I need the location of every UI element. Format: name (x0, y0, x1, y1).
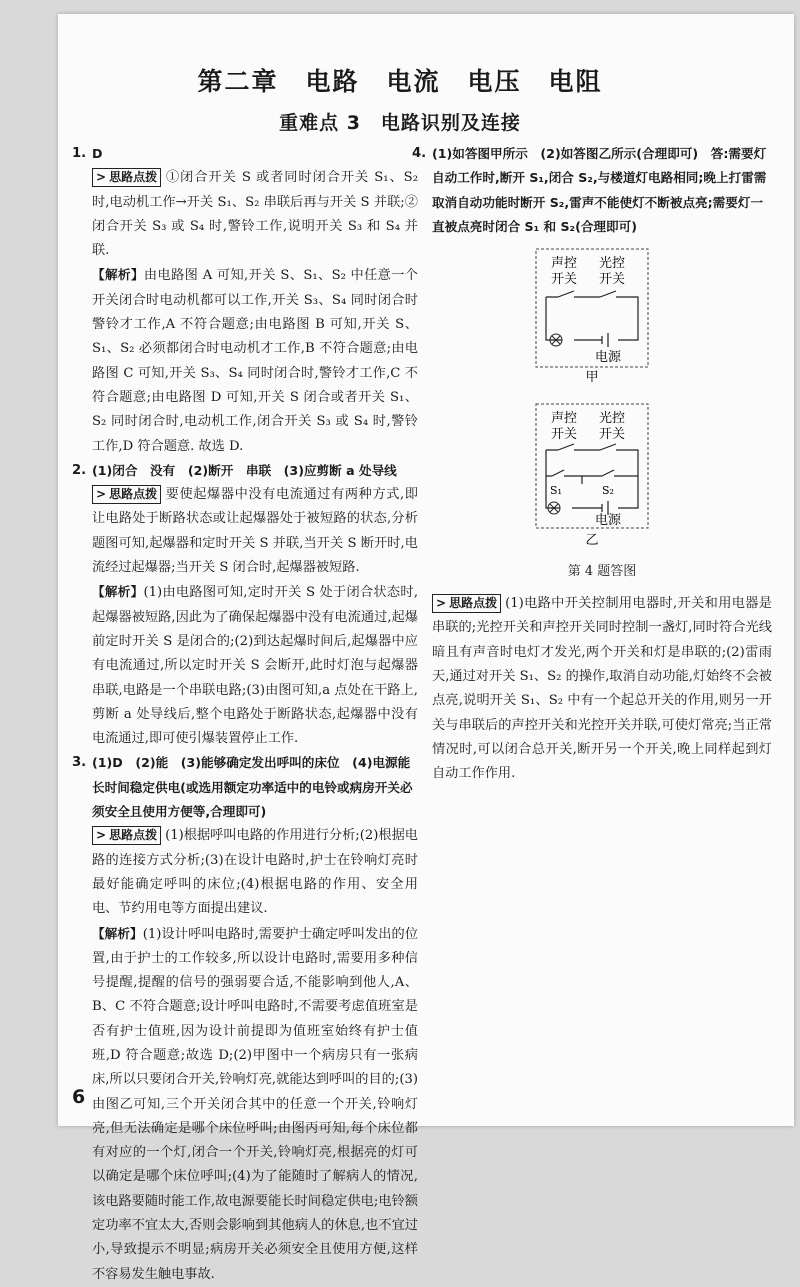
question-1 (72, 142, 418, 459)
tip-text: (1)电路中开关控制用电器时,开关和用电器是串联的;光控开关和声控开关同时控制一盏灯,同时符合光线暗且有声音时电灯才发光,两个开关和灯是串联的;(2)雷雨天,通过对开关 S₁、S₂ 的操作,取消自动功能,灯始终不会被点亮,说明开关 S₁、S₂ 中有一个起总开关的作用,则另一开关与串联后的声控开关和光控开关并联,可使灯常亮;当正常情况时,可以闭合总开关,断开另一个开关,晚上同样起到灯自动工作作用. (432, 596, 772, 782)
answer: D (92, 146, 103, 161)
chevron-right-icon: > (96, 487, 107, 502)
analysis-paragraph (92, 922, 418, 1287)
tip-paragraph (92, 166, 418, 263)
tip-badge: > 思路点拨 (92, 485, 161, 504)
switch-label: S₂ (602, 484, 614, 498)
tip-badge: > 思路点拨 (92, 826, 161, 845)
figure-a (432, 245, 772, 394)
chevron-right-icon: > (436, 596, 447, 611)
section-title: 重难点 3 电路识别及连接 (279, 112, 521, 134)
analysis-paragraph (92, 580, 418, 751)
diagram-label: 开关 (550, 427, 578, 443)
tip-paragraph (432, 592, 772, 786)
diagram-caption: 甲 (585, 370, 599, 386)
question-3 (72, 751, 419, 1287)
tip-badge: > 思路点拨 (432, 594, 501, 613)
left-column (72, 142, 419, 1287)
question-number: 4. (412, 146, 427, 161)
right-column (412, 142, 772, 786)
question-number: 1. (72, 146, 87, 161)
diagram-label: 开关 (550, 272, 578, 288)
diagram-label: 光控 (598, 411, 626, 427)
analysis-label: 【解析】 (92, 584, 144, 600)
chevron-right-icon: > (96, 828, 107, 843)
diagram-caption: 乙 (585, 533, 599, 549)
page-number: 6 (72, 1086, 86, 1108)
analysis-paragraph (92, 263, 418, 458)
question-number: 3. (72, 755, 87, 771)
diagram-label: 声控 (550, 256, 578, 272)
chapter-title: 第二章 电路 电流 电压 电阻 (197, 67, 603, 96)
tip-badge: > 思路点拨 (92, 168, 161, 187)
diagram-label: 电源 (594, 513, 622, 529)
diagram-label: 声控 (550, 411, 578, 427)
figure-caption: 第 4 题答图 (567, 563, 637, 579)
answer: (1)闭合 没有 (2)断开 串联 (3)应剪断 a 处导线 (92, 462, 397, 478)
analysis-label: 【解析】 (92, 267, 144, 283)
figure-b (432, 400, 772, 584)
analysis-label: 【解析】 (92, 925, 143, 941)
chevron-right-icon: > (96, 170, 107, 185)
question-2 (72, 459, 419, 752)
circuit-wires (546, 291, 638, 347)
bypass-wires (546, 470, 638, 484)
tip-text: 要使起爆器中没有电流通过有两种方式,即让电路处于断路状态或让起爆器处于被短路的状态,分析题图可知,起爆器和定时开关 S 并联,当开关 S 断开时,电流经过起爆器;当开关 S 闭合时,起爆器被短路. (92, 487, 418, 576)
diagram-label: 开关 (598, 272, 626, 288)
question-4 (412, 142, 772, 786)
diagram-label: 光控 (598, 256, 626, 272)
switch-label: S₁ (550, 484, 562, 498)
answer: (1)D (2)能 (3)能够确定发出呼叫的床位 (4)电源能长时间稳定供电(或选用额定功率适中的电铃或病房开关必须安全且使用方便等,合理即可) (92, 755, 413, 820)
analysis-text: 由电路图 A 可知,开关 S、S₁、S₂ 中任意一个开关闭合时电动机都可以工作,开关 S₃、S₄ 同时闭合时警铃才工作,A 不符合题意;由电路图 B 可知,开关 S、S₁、S₂ 必须都闭合时电动机才工作,B 不符合题意;由电路图 C 可知,开关 S₃、S₄ 同时闭合时,警铃才工作,C 不符合题意;由电路图 D 可知,开关 S 闭合或者开关 S₁、S₂ 同时闭合时,电动机工作,闭合开关 S₃ 或 S₄ 时,警铃工作,D 符合题意. 故选 D. (92, 268, 418, 454)
question-number: 2. (72, 462, 87, 478)
circuit-diagram-a (432, 245, 772, 385)
answer: (1)如答图甲所示 (2)如答图乙所示(合理即可) 答:需要灯自动工作时,断开 S₁,闭合 S₂,与楼道灯电路相同;晚上打雷需取消自动功能时断开 S₂,雷声不能使灯不断被点亮;需要灯一直被点亮时闭合 S₁ 和 S₂(合理即可) (432, 146, 767, 234)
tip-text: (1)根据呼叫电路的作用进行分析;(2)根据电路的连接方式分析;(3)在设计电路时,护士在铃响灯亮时最好能确定呼叫的床位;(4)根据电路的作用、安全用电、节约用电等方面提出建议. (92, 828, 418, 917)
tip-paragraph (92, 483, 418, 580)
diagram-label: 开关 (598, 427, 626, 443)
tip-paragraph (92, 824, 418, 921)
tip-text: ①闭合开关 S 或者同时闭合开关 S₁、S₂ 时,电动机工作→开关 S₁、S₂ 串联后再与开关 S 并联;②闭合开关 S₃ 或 S₄ 时,警铃工作,说明开关 S₃ 和 S₄ 并联. (92, 170, 418, 259)
analysis-text: (1)由电路图可知,定时开关 S 处于闭合状态时,起爆器被短路,因此为了确保起爆器中没有电流通过,起爆前定时开关 S 是闭合的;(2)到达起爆时间后,起爆器中应有电流通过,所以定时开关 S 会断开,此时灯泡与起爆器串联,电路是一个串联电路;(3)由图可知,a 点处在干路上,剪断 a 处导线后,整个电路处于断路状态,起爆器中没有电流通过,即可使引爆装置停止工作. (92, 585, 419, 747)
analysis-text: (1)设计呼叫电路时,需要护士确定呼叫发出的位置,由于护士的工作较多,所以设计电路时,需要用多种信号提醒,提醒的信号的强弱要合适,不能影响到他人,A、B、C 不符合题意;设计呼叫电路时,不需要考虑值班室是否有护士值班,因为设计前提即为值班室始终有护士值班,D 符合题意;故选 D;(2)甲图中一个病房只有一张病床,所以只要闭合开关,铃响灯亮,就能达到呼叫的目的;(3)由图乙可知,三个开关闭合其中的任意一个开关,铃响灯亮,但无法确定是哪个床位呼叫;由图丙可知,每个床位都有对应的一个灯,闭合一个开关,铃响灯亮,根据亮的灯可以确定是哪个床位呼叫;(4)为了能随时了解病人的情况,该电路要随时能工作,故电源要能长时间稳定供电;电铃额定功率不宜太大,否则会影响到其他病人的休息,也不宜过小,导致提示不明显;病房开关必须安全且使用方便,这样不容易发生触电事故. (92, 926, 419, 1282)
circuit-diagram-b (432, 400, 772, 550)
circuit-wires (546, 444, 638, 515)
diagram-label: 电源 (594, 350, 622, 366)
